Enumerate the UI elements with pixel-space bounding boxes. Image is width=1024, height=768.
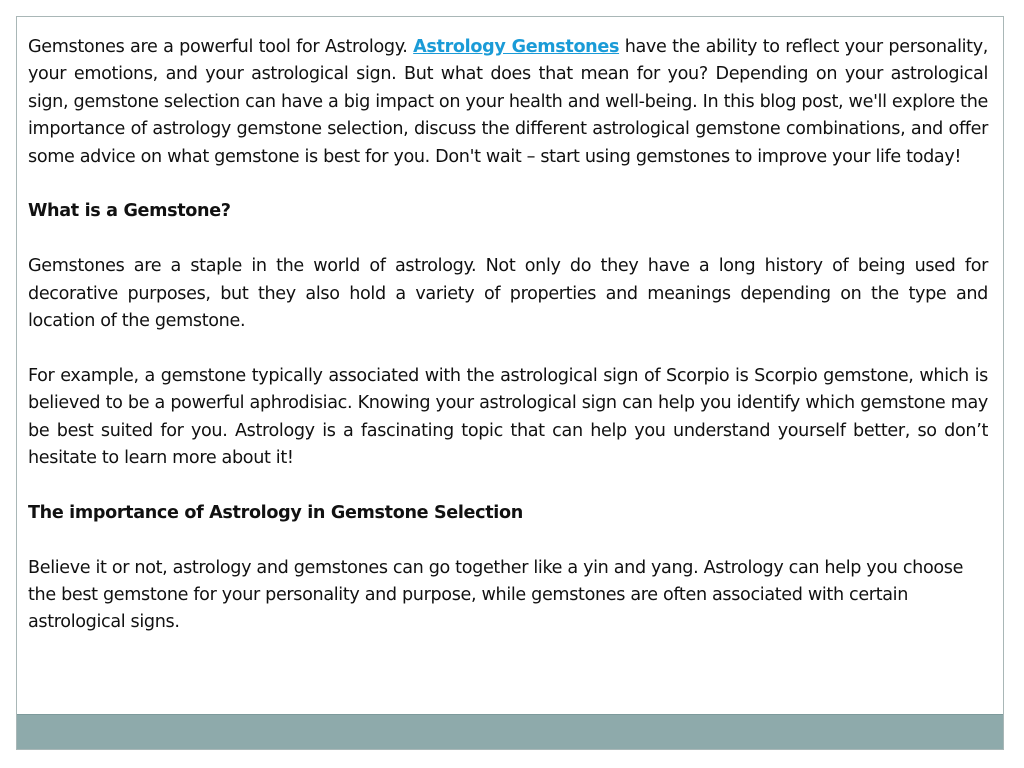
slide-frame	[16, 16, 1004, 750]
intro-paragraph	[28, 34, 988, 171]
intro-text-end: have the ability to reflect your personality, your emotions, and your astrological sign. But what does that mean for you? Depending on your astrological sign, gemstone selection can have a big impact on your health and well-being. In this blog post, we'll explore the importance of astrology gemstone selection, discuss the different astrological gemstone combinations, and offer some advice on what gemstone is best for you. Don't wait – start using gemstones to improve your life today!	[28, 37, 988, 167]
section-heading-what-is-gemstone: What is a Gemstone?	[28, 201, 231, 222]
slide-content	[28, 34, 988, 664]
yin-yang-paragraph: Believe it or not, astrology and gemstones can go together like a yin and yang. Astrology can help you choose the best gemstone for your personality and purpose, while gemstones are often associated with certain astrological signs.	[28, 557, 964, 633]
section-heading-astrology-importance: The importance of Astrology in Gemstone Selection	[28, 502, 523, 523]
intro-text-start: Gemstones are a powerful tool for Astrology.	[28, 37, 414, 57]
gemstone-staple-paragraph: Gemstones are a staple in the world of astrology. Not only do they have a long history of being used for decorative purposes, but they also hold a variety of properties and meanings depending on the type and location of the gemstone.	[28, 256, 988, 332]
astrology-gemstones-link[interactable]: Astrology Gemstones	[413, 37, 620, 57]
scorpio-example-paragraph: For example, a gemstone typically associated with the astrological sign of Scorpio is Scorpio gemstone, which is believed to be a powerful aphrodisiac. Knowing your astrological sign can help you identify which gemstone may be best suited for you. Astrology is a fascinating topic that can help you understand yourself better, so don’t hesitate to learn more about it!	[28, 365, 988, 469]
footer-bar	[17, 714, 1003, 749]
